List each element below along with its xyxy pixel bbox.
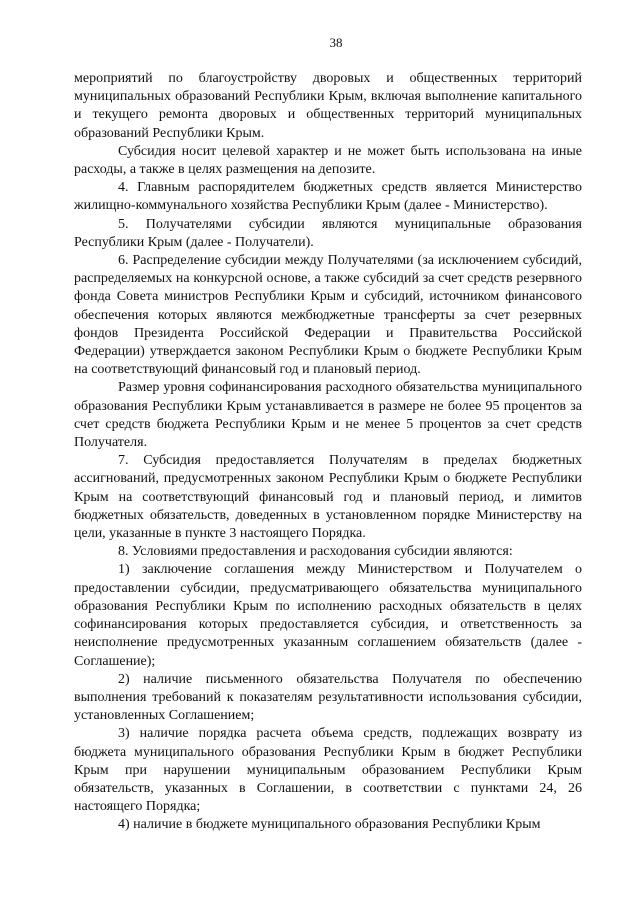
paragraph-condition-1: 1) заключение соглашения между Министерством и Получателем о предоставлении субсидии, предусматривающего обязательства муниципального образования Республики Крым по исполнению расходных обязательств в целях софинансирования которых предоставляется субсидия, и ответственность за неисполнение предусмотренных указанным соглашением обязательств (далее - Соглашение); [74,562,582,669]
paragraph-item-5: 5. Получателями субсидии являются муниципальные образования Республики Крым (далее - Получатели). [74,216,582,250]
paragraph-item-4: 4. Главным распорядителем бюджетных средств является Министерство жилищно-коммунального хозяйства Республики Крым (далее - Министерство). [74,180,582,214]
paragraph-continuation: мероприятий по благоустройству дворовых и общественных территорий муниципальных образований Республики Крым, включая выполнение капитального и текущего ремонта дворовых и общественных территорий муниципальных образований Республики Крым. [74,71,582,141]
paragraph-condition-2: 2) наличие письменного обязательства Получателя по обеспечению выполнения требований к показателям результативности использования субсидии, установленных Соглашением; [74,671,582,724]
paragraph-cofinancing-level: Размер уровня софинансирования расходного обязательства муниципального образования Республики Крым устанавливается в размере не более 95 процентов за счет средств бюджета Республики Крым и не менее 5 процентов за счет средств Получателя. [74,380,582,451]
paragraph-item-8: 8. Условиями предоставления и расходования субсидии являются: [118,544,513,560]
paragraph-condition-4: 4) наличие в бюджете муниципального образования Республики Крым [118,817,541,833]
paragraph-condition-3: 3) наличие порядка расчета объема средств, подлежащих возврату из бюджета муниципального образования Республики Крым в бюджет Республики Крым при нарушении муниципальным образованием Республики Крым обязательств, указанных в Соглашении, в соответствии с пунктами 24, 26 настоящего Порядка; [74,726,582,815]
paragraph-item-6: 6. Распределение субсидии между Получателями (за исключением субсидий, распределяемых на конкурсной основе, а также субсидий за счет средств резервного фонда Совета министров Республики Крым и субсидий, источником финансового обеспечения которых являются межбюджетные трансферты за счет резервных фондов Президента Российской Федерации и Правительства Российской Федерации) утверждается законом Республики Крым о бюджете Республики Крым на соответствующий финансовый год и плановый период. [74,253,582,378]
paragraph-subsidy-purpose: Субсидия носит целевой характер и не может быть использована на иные расходы, а также в целях размещения на депозите. [74,143,582,178]
page-number: 38 [329,35,343,50]
paragraph-item-7: 7. Субсидия предоставляется Получателям в пределах бюджетных ассигнований, предусмотренных законом Республики Крым о бюджете Республики Крым на соответствующий финансовый год и плановый период, и лимитов бюджетных обязательств, доведенных в установленном порядке Министерству на цели, указанные в пункте 3 настоящего Порядка. [74,453,582,542]
